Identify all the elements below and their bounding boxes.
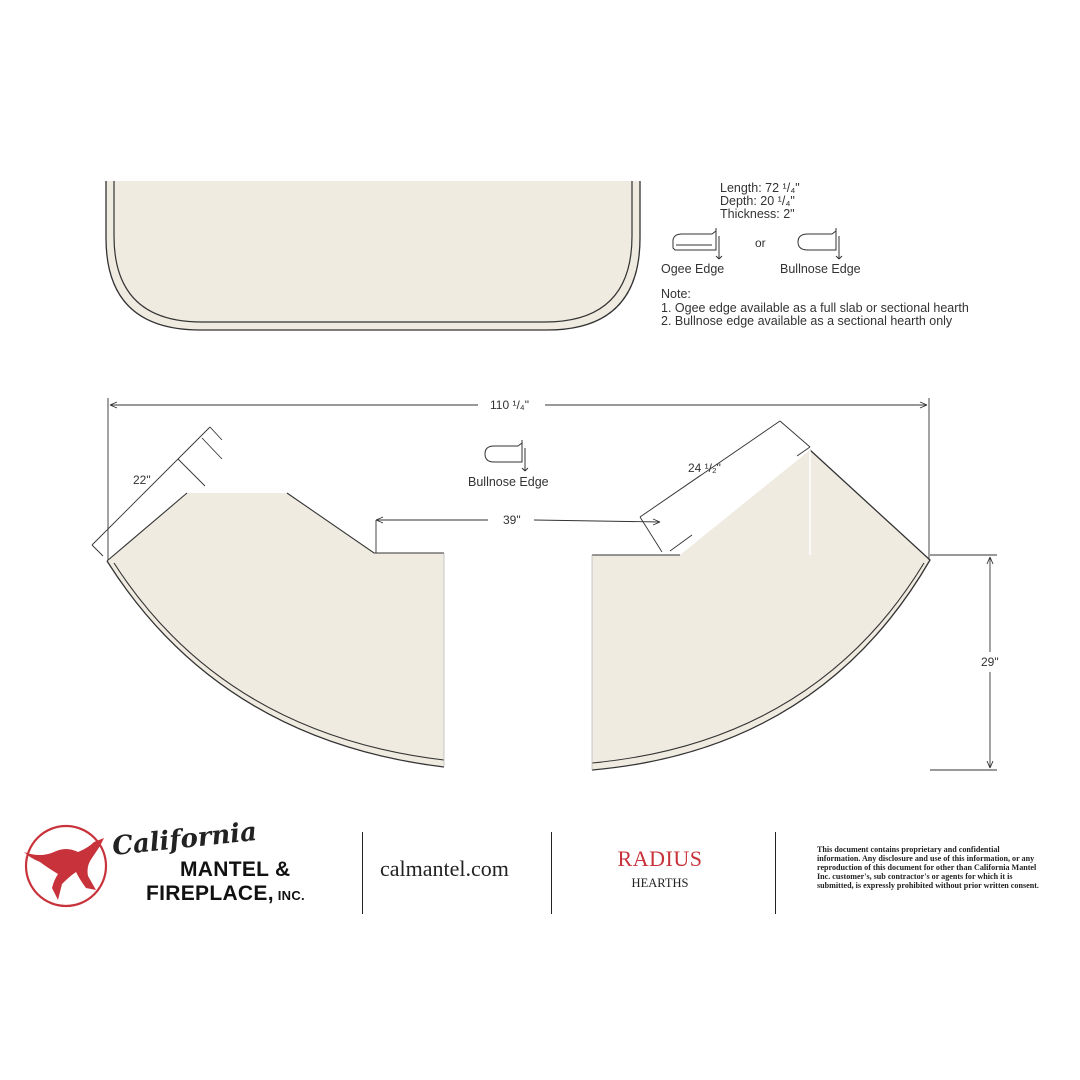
hearth-specs xyxy=(720,182,800,221)
rectangular-hearth xyxy=(106,181,640,330)
footer-divider-2 xyxy=(551,832,552,914)
bullnose-edge-icon xyxy=(798,228,842,259)
dimension-opening: 39" xyxy=(503,513,521,527)
bullnose-edge-label: Bullnose Edge xyxy=(780,262,861,276)
legal-notice: This document contains proprietary and confidential information. Any disclosure and use of this information, or any reproduction of this document for other than California Mantel Inc. customer's, sub contractor's or agents for which it is submitted, is expressly prohibited without prior written consent. xyxy=(817,845,1039,890)
logo-line-1: MANTEL & xyxy=(180,858,291,881)
spec-length: Length: 72 ¹/₄" xyxy=(720,181,800,195)
dimension-right-segment: 24 ¹/₂" xyxy=(688,461,721,475)
or-label: or xyxy=(755,236,766,250)
radius-hearth-right-section xyxy=(592,450,930,770)
logo-script: California xyxy=(110,816,259,862)
notes-heading: Note: xyxy=(661,287,691,301)
footer-divider-1 xyxy=(362,832,363,914)
dimension-overall-width: 110 ¹/₄" xyxy=(490,398,529,412)
bullnose-edge-label-lower: Bullnose Edge xyxy=(468,475,549,489)
kangaroo-logo-icon xyxy=(24,826,106,906)
ogee-edge-icon xyxy=(673,228,722,259)
radius-hearth-left-section xyxy=(107,493,444,767)
logo-line-2 xyxy=(146,882,305,906)
note-2: 2. Bullnose edge available as a sectional hearth only xyxy=(661,314,953,328)
edge-notes xyxy=(661,288,969,329)
ogee-edge-label: Ogee Edge xyxy=(661,262,725,276)
product-title: RADIUS xyxy=(617,846,703,871)
footer-divider-3 xyxy=(775,832,776,914)
logo-fireplace: FIREPLACE, xyxy=(146,882,274,905)
spec-thickness: Thickness: 2" xyxy=(720,207,795,221)
bullnose-edge-icon-lower xyxy=(485,440,528,471)
dimension-left-segment: 22" xyxy=(133,473,151,487)
spec-depth: Depth: 20 ¹/₄" xyxy=(720,194,795,208)
note-1: 1. Ogee edge available as a full slab or sectional hearth xyxy=(661,300,969,315)
product-subtitle: HEARTHS xyxy=(631,876,689,890)
website-link[interactable]: calmantel.com xyxy=(380,856,509,881)
dimension-depth: 29" xyxy=(981,655,999,669)
logo-inc: INC. xyxy=(273,888,305,903)
